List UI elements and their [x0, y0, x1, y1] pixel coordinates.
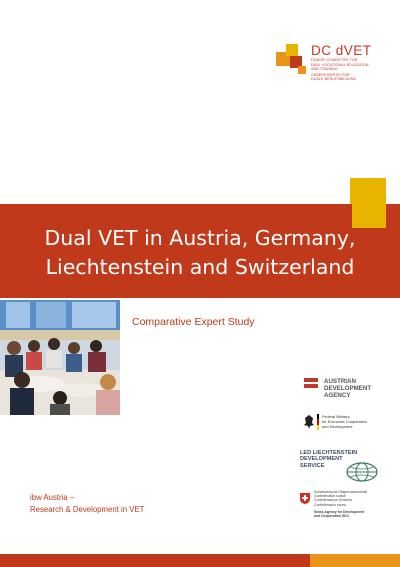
ada-line: AGENCY — [324, 392, 351, 399]
austria-flag-icon — [304, 384, 318, 388]
sdc-line: Confédération suisse — [314, 494, 346, 499]
logo-sub-line: AND TRAINING — [311, 67, 338, 72]
classroom-photo — [0, 300, 120, 415]
logo-name: DC dVET — [311, 43, 372, 58]
bmz-logo — [304, 414, 394, 438]
swiss-flag-icon — [300, 491, 310, 502]
bottom-stripe-orange — [310, 554, 400, 567]
ada-logo — [304, 378, 394, 402]
logo-sub-line: DUAL VOCATIONAL EDUCATION — [311, 62, 369, 67]
austria-flag-icon — [304, 378, 318, 382]
led-line: DEVELOPMENT — [300, 456, 343, 463]
ada-line: DEVELOPMENT — [324, 385, 372, 392]
sdc-line: Confederazione Svizzera — [314, 498, 352, 503]
author — [30, 492, 144, 516]
subtitle: Comparative Expert Study — [132, 316, 255, 328]
author-line: ibw Austria – — [30, 493, 75, 502]
title-line: Dual VET in Austria, Germany, — [44, 226, 356, 250]
eagle-icon — [304, 415, 314, 429]
logo-sub-line: DONOR COMMITTEE FOR — [311, 58, 358, 62]
ada-line: AUSTRIAN — [324, 378, 356, 385]
logo-sub-line: DUALE BERUFSBILDUNG — [311, 77, 357, 82]
sdc-line: Confederaziun svizra — [314, 502, 346, 507]
page-title — [0, 224, 400, 282]
title-line: Liechtenstein and Switzerland — [45, 255, 355, 279]
bottom-stripe-red — [0, 554, 310, 567]
led-line: LED LIECHTENSTEIN — [300, 450, 358, 456]
bmz-line: Federal Ministry — [322, 414, 350, 419]
logo-sub-line: GEBERKOMITEE FÜR — [311, 72, 350, 77]
led-line: SERVICE — [300, 462, 325, 469]
german-flag-icon — [317, 414, 319, 430]
sdc-line: Schweizerische Eidgenossenschaft — [314, 490, 368, 494]
author-line: Research & Development in VET — [30, 505, 145, 514]
bmz-line: and Development — [322, 423, 353, 429]
sdc-line: Swiss Agency for Development — [314, 510, 365, 514]
logo-square — [286, 44, 298, 56]
sdc-line: and Cooperation SDC — [314, 514, 350, 519]
logo-square — [298, 66, 306, 74]
dc-dvet-logo — [276, 38, 396, 102]
led-logo — [300, 450, 396, 484]
bmz-line: for Economic Cooperation — [322, 418, 367, 424]
sdc-logo — [300, 490, 396, 534]
globe-icon — [346, 462, 378, 482]
